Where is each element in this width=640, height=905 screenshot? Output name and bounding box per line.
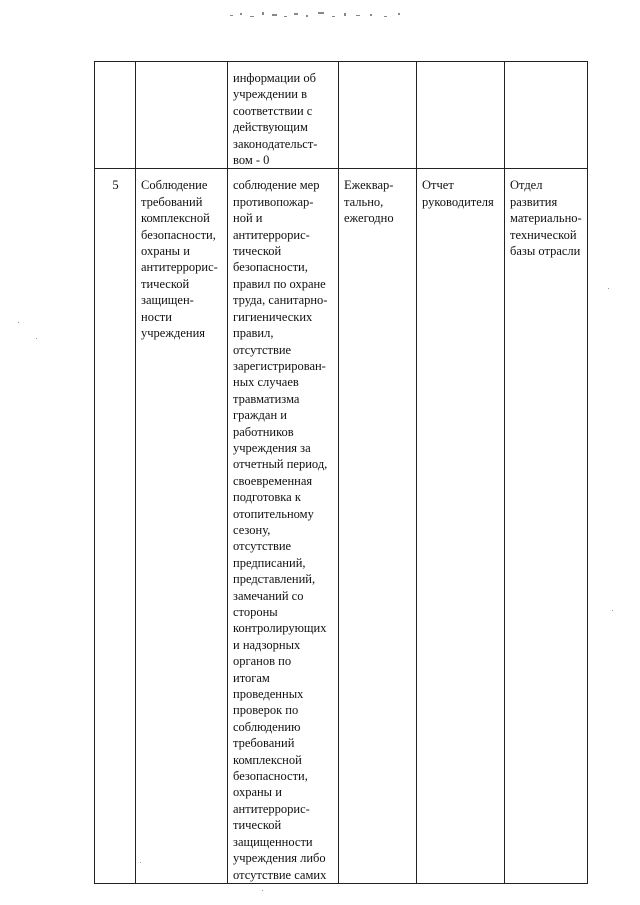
scan-speck (36, 338, 37, 339)
cell-responsible (505, 62, 588, 169)
cell-number: 5 (95, 169, 136, 883)
cell-report (417, 62, 505, 169)
cell-indicator: Соблюдение требований комплексной безопасности, охраны и антитеррорис- тической защищен- ности учреждения (136, 169, 228, 883)
cell-number (95, 62, 136, 169)
scan-speck (18, 322, 19, 323)
cell-periodicity: Ежеквар- тально, ежегодно (339, 169, 417, 883)
table-row-5 (95, 169, 588, 883)
criteria-table (94, 61, 588, 884)
cell-responsible: Отдел развития материально- технической базы отрасли (505, 169, 588, 883)
scan-speck (608, 288, 609, 289)
cell-criteria: информации об учреждении в соответствии с действующим законодательст- вом - 0 (228, 62, 339, 169)
scan-speck (262, 890, 263, 891)
table-row-continued (95, 62, 588, 169)
cell-report: Отчет руководителя (417, 169, 505, 883)
cell-criteria: соблюдение мер противопожар- ной и антитеррорис- тической безопасности, правил по охране труда, санитарно- гигиенических правил, отсутствие зарегистрирован- ных случаев травматизма граждан и работников учреждения за отчетный период, своевременная подготовка к отопительному сезону, отсутствие предписаний, представлений, замечаний со стороны контролирующих и надзорных органов по итогам проведенных проверок по соблюдению требований комплексной безопасности, охраны и антитеррорис- тической защищенности учреждения либо отсутствие самих (228, 169, 339, 883)
scan-speck (140, 862, 141, 863)
scan-artifact (228, 10, 418, 24)
scan-speck (612, 610, 613, 611)
cell-periodicity (339, 62, 417, 169)
cell-indicator (136, 62, 228, 169)
